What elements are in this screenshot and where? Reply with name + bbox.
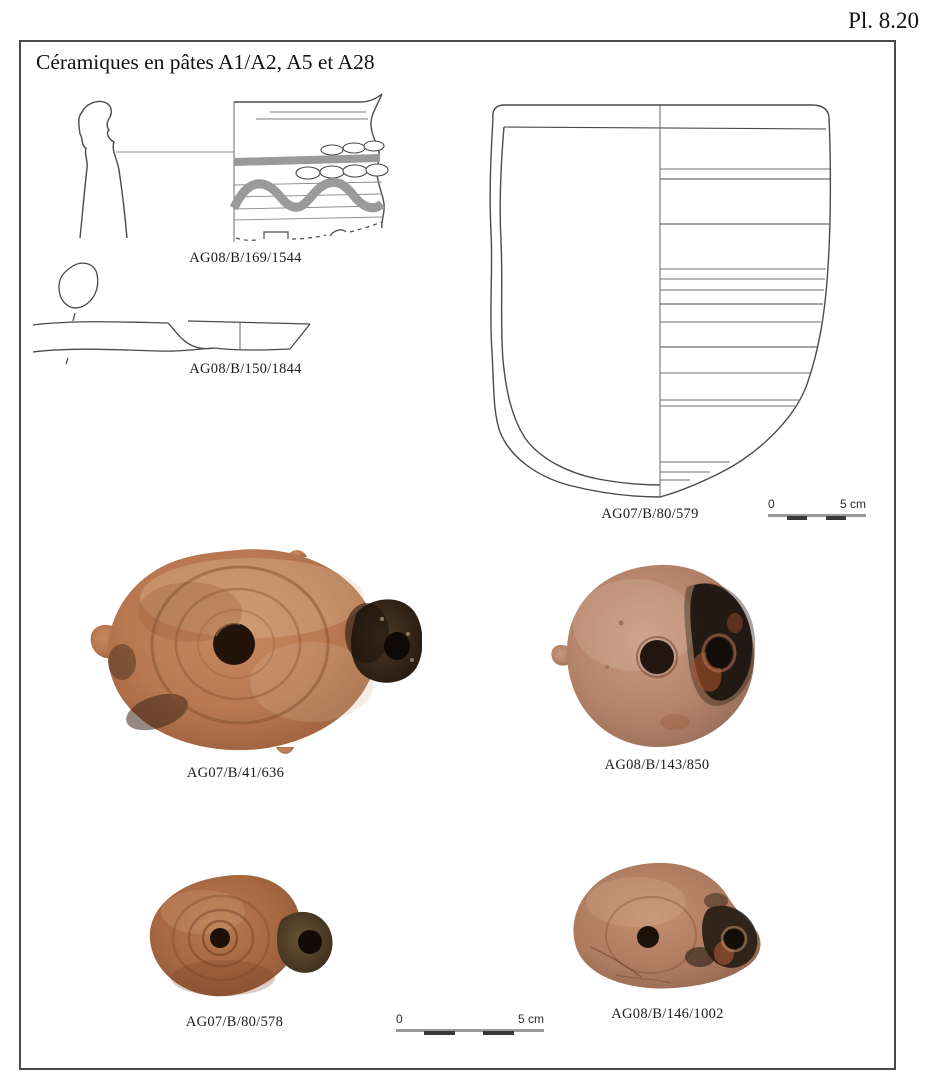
- scale-bar-graphic: [396, 1028, 544, 1037]
- catalog-label-lamp-large: AG07/B/41/636: [186, 765, 285, 781]
- plate-title: Céramiques en pâtes A1/A2, A5 et A28: [36, 50, 375, 74]
- rim-sherd-drawing: [30, 90, 392, 256]
- lamp-photo-bottom-left: [133, 868, 340, 1014]
- scale-bar-vessel: [768, 497, 866, 522]
- large-vessel-drawing: [468, 92, 880, 502]
- lamp-photo-large: [62, 540, 422, 758]
- catalog-label-lamp-right: AG08/B/143/850: [604, 757, 710, 773]
- catalog-label-lamp-bottom-left: AG07/B/80/578: [185, 1014, 284, 1030]
- flat-dish-drawing: [28, 258, 320, 364]
- scale-bar-lamps: [396, 1012, 544, 1037]
- lamp-photo-bottom-right: [556, 857, 773, 1005]
- catalog-label-rim-sherd: AG08/B/169/1544: [189, 250, 302, 266]
- catalog-label-lamp-bottom-right: AG08/B/146/1002: [611, 1006, 724, 1022]
- scale-max-label: 5 cm: [517, 1012, 544, 1026]
- catalog-label-large-vessel: AG07/B/80/579: [601, 506, 699, 522]
- lamp-photo-right: [547, 557, 769, 755]
- scale-max-label: 5 cm: [839, 497, 866, 511]
- scale-zero-label: 0: [768, 497, 775, 511]
- plate-number: Pl. 8.20: [848, 8, 919, 33]
- scale-zero-label: 0: [396, 1012, 403, 1026]
- catalog-label-flat-dish: AG08/B/150/1844: [189, 361, 302, 377]
- scale-bar-graphic: [768, 513, 866, 522]
